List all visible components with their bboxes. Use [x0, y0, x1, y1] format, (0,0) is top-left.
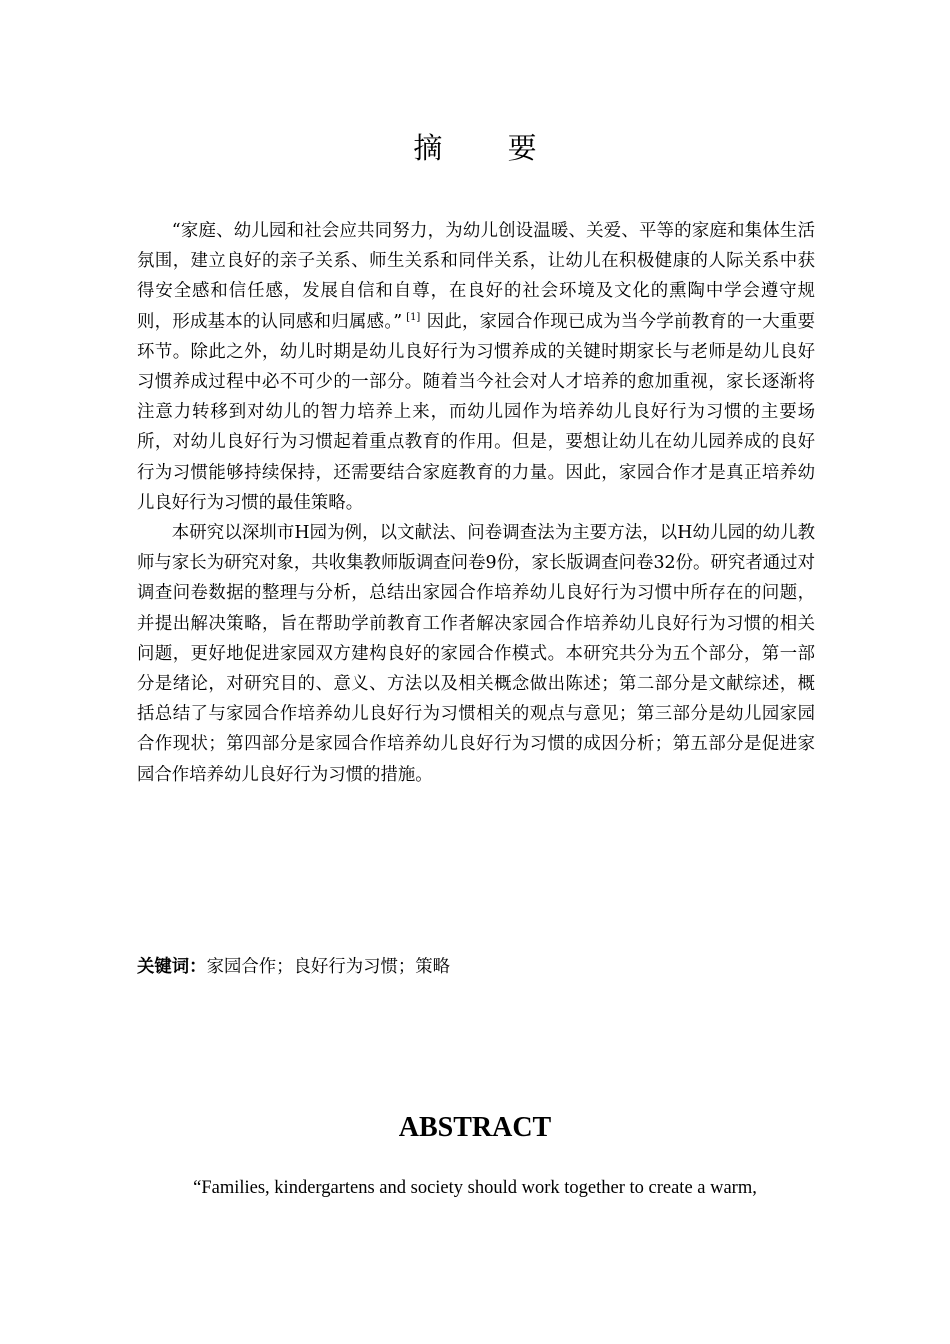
citation-marker[interactable]: [1] [406, 311, 421, 323]
abstract-body-en: “Families, kindergartens and society should work together to create a warm, [193, 1178, 757, 1198]
abstract-title-cn: 摘 要 [413, 131, 565, 165]
keywords-label: 关键词： [137, 957, 207, 977]
abstract-paragraph-1 [137, 216, 815, 518]
paragraph-1-quote: “家庭、幼儿园和社会应共同努力，为幼儿创设温暖、关爱、平等的家庭和集体生活氛围，建立良好的亲子关系、师生关系和同伴关系，让幼儿在积极健康的人际关系中获得安全感和信任感，发展自信和自尊，在良好的社会环境及文化的熏陶中学会遵守规则，形成基本的认同感和归属感。” [137, 221, 815, 332]
abstract-title-en: ABSTRACT [398, 1112, 552, 1143]
abstract-paragraph-2: 本研究以深圳市H园为例，以文献法、问卷调查法为主要方法，以H幼儿园的幼儿教师与家长为研究对象，共收集教师版调查问卷9份，家长版调查问卷32份。研究者通过对调查问卷数据的整理与分析，总结出家园合作培养幼儿良好行为习惯中所存在的问题，并提出解决策略，旨在帮助学前教育工作者解决家园合作培养幼儿良好行为习惯的相关问题，更好地促进家园双方建构良好的家园合作模式。本研究共分为五个部分，第一部分是绪论，对研究目的、意义、方法以及相关概念做出陈述；第二部分是文献综述，概括总结了与家园合作培养幼儿良好行为习惯相关的观点与意见；第三部分是幼儿园家园合作现状；第四部分是家园合作培养幼儿良好行为习惯的成因分析；第五部分是促进家园合作培养幼儿良好行为习惯的措施。 [137, 523, 815, 785]
paragraph-1-rest: 因此，家园合作现已成为当今学前教育的一大重要环节。除此之外，幼儿时期是幼儿良好行为习惯养成的关键时期家长与老师是幼儿良好习惯养成过程中必不可少的一部分。随着当今社会对人才培养的愈加重视，家长逐渐将注意力转移到对幼儿的智力培养上来，而幼儿园作为培养幼儿良好行为习惯的主要场所，对幼儿良好行为习惯起着重点教育的作用。但是，要想让幼儿在幼儿园养成的良好行为习惯能够持续保持，还需要结合家庭教育的力量。因此，家园合作才是真正培养幼儿良好行为习惯的最佳策略。 [137, 311, 815, 513]
keywords-values: 家园合作；良好行为习惯；策略 [206, 957, 451, 977]
abstract-body-cn [137, 216, 815, 790]
keywords-line [137, 952, 450, 982]
